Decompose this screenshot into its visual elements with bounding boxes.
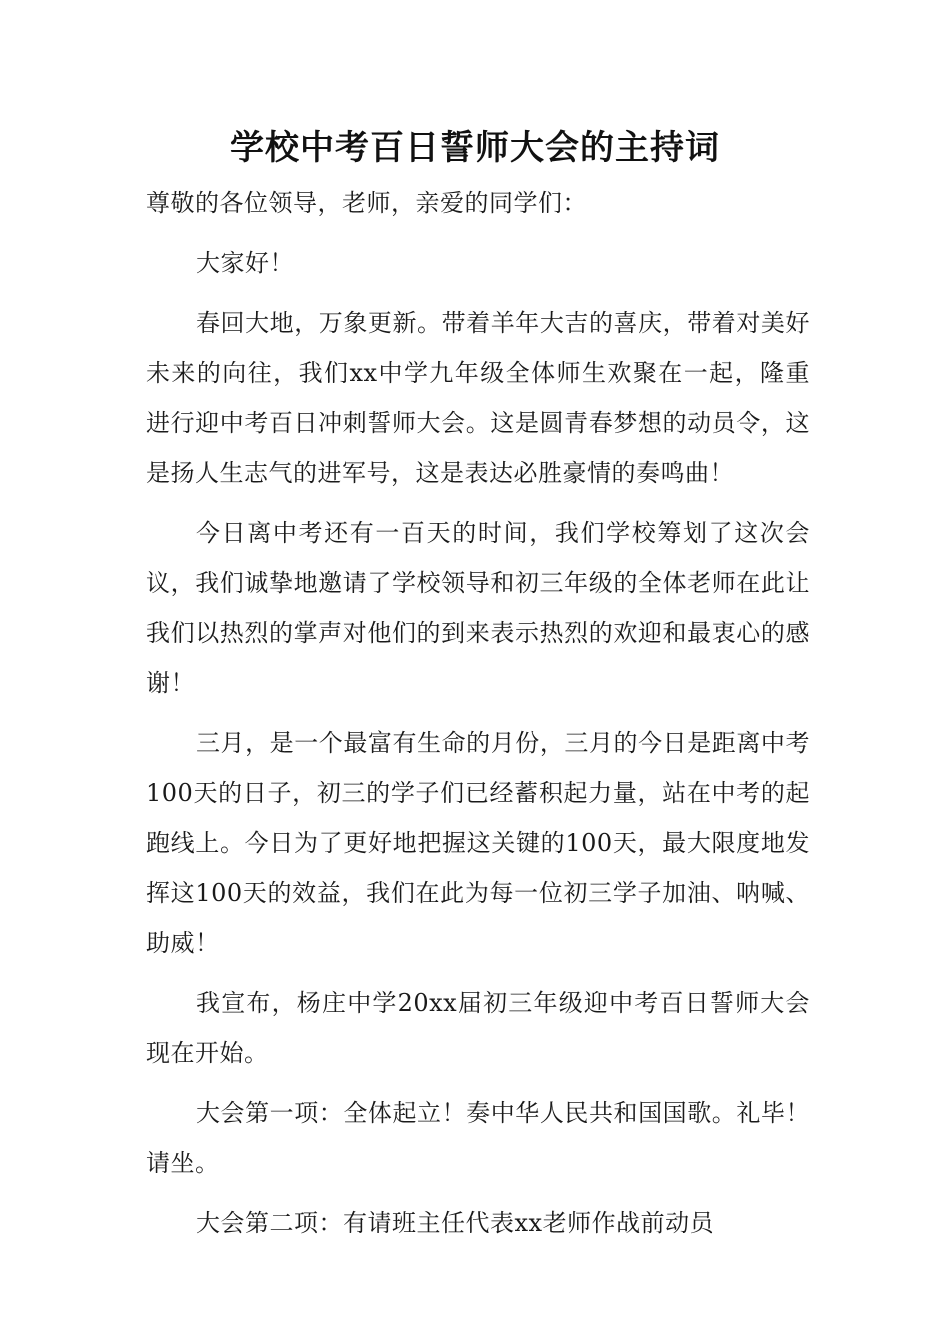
agenda-item-paragraph: 大会第二项：有请班主任代表xx老师作战前动员 xyxy=(196,1209,715,1237)
document-body xyxy=(146,178,810,1258)
body-paragraph: 今日离中考还有一百天的时间，我们学校筹划了这次会议，我们诚挚地邀请了学校领导和初三年级的全体老师在此让我们以热烈的掌声对他们的到来表示热烈的欢迎和最衷心的感谢！ xyxy=(146,519,810,697)
salutation-paragraph: 尊敬的各位领导，老师，亲爱的同学们： xyxy=(146,189,587,217)
body-paragraph: 三月，是一个最富有生命的月份，三月的今日是距离中考100天的日子，初三的学子们已经蓄积起力量，站在中考的起跑线上。今日为了更好地把握这关键的100天，最大限度地发挥这100天的效益，我们在此为每一位初三学子加油、呐喊、助威！ xyxy=(146,729,810,957)
body-paragraph: 春回大地，万象更新。带着羊年大吉的喜庆，带着对美好未来的向往，我们xx中学九年级全体师生欢聚在一起，隆重进行迎中考百日冲刺誓师大会。这是圆青春梦想的动员令，这是扬人生志气的进军号，这是表达必胜豪情的奏鸣曲！ xyxy=(146,309,810,487)
body-paragraph: 我宣布，杨庄中学20xx届初三年级迎中考百日誓师大会现在开始。 xyxy=(146,989,810,1067)
agenda-item-paragraph: 大会第一项：全体起立！奏中华人民共和国国歌。礼毕！请坐。 xyxy=(146,1099,810,1177)
document-title: 学校中考百日誓师大会的主持词 xyxy=(230,128,720,168)
greeting-paragraph: 大家好！ xyxy=(196,249,294,277)
